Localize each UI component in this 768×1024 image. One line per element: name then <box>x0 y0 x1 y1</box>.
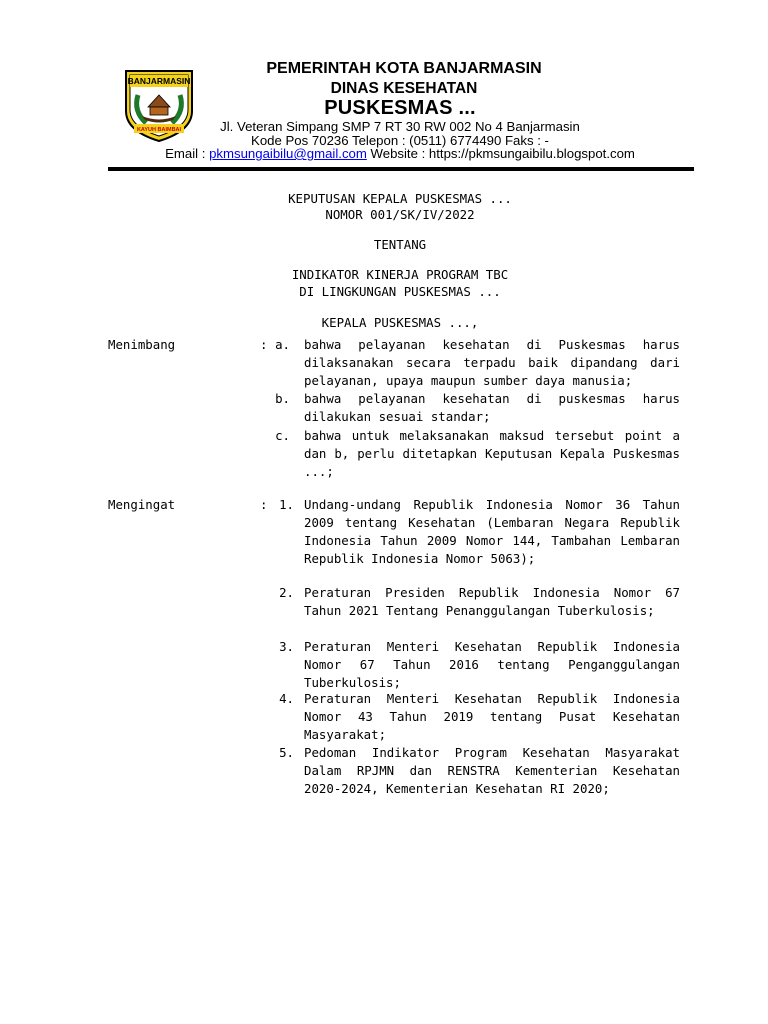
logo-lettering-top: BANJARMASIN <box>127 76 191 86</box>
menimbang-item-b: bahwa pelayanan kesehatan di puskesmas harus dilakukan sesuai standar; <box>304 391 680 424</box>
decree-about: TENTANG <box>373 237 427 252</box>
mengingat-item-2: Peraturan Presiden Republik Indonesia Nomor 67 Tahun 2021 Tentang Penanggulangan Tuberkulosis; <box>304 585 680 618</box>
letterhead-contact: Kode Pos 70236 Telepon : (0511) 6774490 Faks : - <box>251 133 549 148</box>
menimbang-colon: : <box>260 337 268 352</box>
decree-title: KEPUTUSAN KEPALA PUSKESMAS ... <box>288 191 512 206</box>
email-label: Email : <box>165 146 206 161</box>
mengingat-marker-4: 4. <box>279 691 294 706</box>
menimbang-marker-c: c. <box>275 428 290 443</box>
mengingat-item-5: Pedoman Indikator Program Kesehatan Masyarakat Dalam RPJMN dan RENSTRA Kementerian Kesehatan 2020-2024, Kementerian Kesehatan RI 2020; <box>304 745 680 796</box>
mengingat-marker-2: 2. <box>279 585 294 600</box>
letterhead-divider <box>108 167 694 171</box>
decree-subject-line1: INDIKATOR KINERJA PROGRAM TBC <box>291 267 509 282</box>
letterhead-department: DINAS KESEHATAN <box>330 80 478 97</box>
letterhead-government: PEMERINTAH KOTA BANJARMASIN <box>266 60 542 77</box>
mengingat-label: Mengingat <box>108 497 176 512</box>
mengingat-colon: : <box>260 497 268 512</box>
mengingat-marker-5: 5. <box>279 745 294 760</box>
menimbang-label: Menimbang <box>108 337 176 352</box>
email-link[interactable]: pkmsungaibilu@gmail.com <box>209 146 367 161</box>
decree-issuer: KEPALA PUSKESMAS ..., <box>321 315 479 330</box>
mengingat-item-1: Undang-undang Republik Indonesia Nomor 36 Tahun 2009 tentang Kesehatan (Lembaran Negara Republik Indonesia Tahun 2009 Nomor 144, Tambahan Lembaran Republik Indonesia Nomor 5063); <box>304 497 680 566</box>
menimbang-item-c: bahwa untuk melaksanakan maksud tersebut point a dan b, perlu ditetapkan Keputusan Kepala Puskesmas ...; <box>304 428 680 479</box>
mengingat-marker-1: 1. <box>279 497 294 512</box>
decree-number: NOMOR 001/SK/IV/2022 <box>325 207 475 222</box>
letterhead-unit: PUSKESMAS ... <box>324 97 476 119</box>
website-text: Website : https://pkmsungaibilu.blogspot.com <box>370 146 635 161</box>
menimbang-marker-b: b. <box>275 391 290 406</box>
mengingat-marker-3: 3. <box>279 639 294 654</box>
mengingat-item-4: Peraturan Menteri Kesehatan Republik Indonesia Nomor 43 Tahun 2019 tentang Pusat Kesehatan Masyarakat; <box>304 691 680 742</box>
menimbang-marker-a: a. <box>275 337 290 352</box>
menimbang-item-a: bahwa pelayanan kesehatan di Puskesmas harus dilaksanakan secara terpadu baik dipandang dari pelayanan, upaya maupun sumber daya manusia; <box>304 337 680 388</box>
letterhead-email-line <box>140 146 660 161</box>
city-logo <box>120 67 198 143</box>
letterhead-address: Jl. Veteran Simpang SMP 7 RT 30 RW 002 No 4 Banjarmasin <box>220 119 580 134</box>
decree-subject-line2: DI LINGKUNGAN PUSKESMAS ... <box>299 284 501 299</box>
mengingat-item-3: Peraturan Menteri Kesehatan Republik Indonesia Nomor 67 Tahun 2016 tentang Penganggulangan Tuberkulosis; <box>304 639 680 690</box>
logo-lettering-bottom: KAYUH BAIMBAI <box>136 127 182 133</box>
